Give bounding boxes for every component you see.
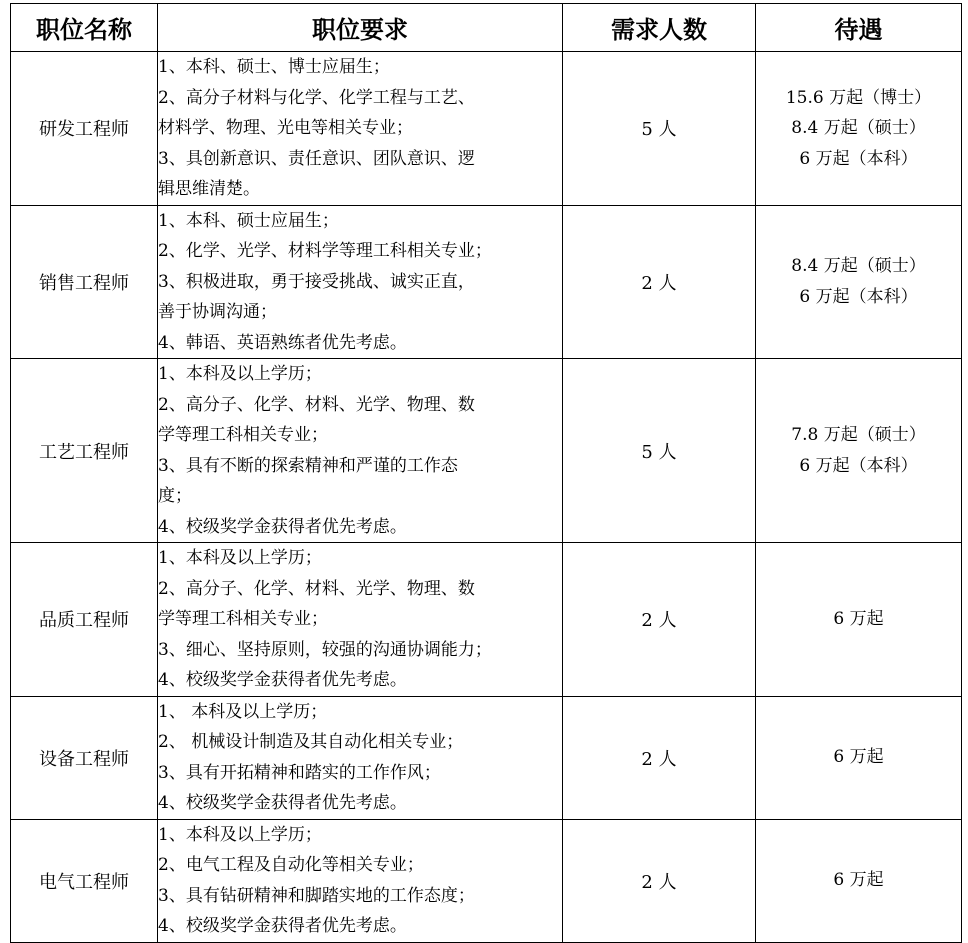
headcount: 2 人 <box>563 696 756 819</box>
requirement-line: 2、化学、光学、材料学等理工科相关专业； <box>158 241 492 261</box>
headcount: 5 人 <box>563 359 756 543</box>
requirement-line: 度； <box>158 486 192 506</box>
position-requirements <box>158 543 563 697</box>
compensation <box>756 696 962 819</box>
requirement-line: 3、积极进取，勇于接受挑战、诚实正直， <box>158 271 475 292</box>
requirement-line: 4、韩语、英语熟练者优先考虑。 <box>158 332 407 353</box>
requirement-line: 学等理工科相关专业； <box>158 609 328 629</box>
requirement-line: 1、本科及以上学历； <box>158 824 322 845</box>
compensation <box>756 359 962 543</box>
requirement-line: 善于协调沟通； <box>158 302 277 322</box>
requirement-line: 2、高分子、化学、材料、光学、物理、数 <box>158 578 475 599</box>
position-name: 销售工程师 <box>11 205 158 359</box>
table-row <box>11 205 962 359</box>
headcount: 5 人 <box>563 52 756 206</box>
table-row <box>11 52 962 206</box>
requirement-line: 3、具有钻研精神和脚踏实地的工作态度； <box>158 885 475 906</box>
requirement-line: 2、高分子、化学、材料、光学、物理、数 <box>158 394 475 415</box>
compensation-line: 8.4 万起（硕士） <box>791 118 926 138</box>
header-compensation: 待遇 <box>756 4 962 52</box>
requirement-line: 辑思维清楚。 <box>158 179 260 199</box>
position-name: 工艺工程师 <box>11 359 158 543</box>
table-row <box>11 359 962 543</box>
requirement-line: 2、高分子材料与化学、化学工程与工艺、 <box>158 87 475 108</box>
position-name: 电气工程师 <box>11 819 158 942</box>
requirement-line: 1、本科、硕士应届生； <box>158 210 339 231</box>
compensation-line: 8.4 万起（硕士） <box>791 256 926 277</box>
position-name: 品质工程师 <box>11 543 158 697</box>
compensation-line: 6 万起（本科） <box>799 148 918 169</box>
position-requirements <box>158 205 563 359</box>
requirement-line: 3、具创新意识、责任意识、团队意识、逻 <box>158 148 475 169</box>
header-headcount: 需求人数 <box>563 4 756 52</box>
position-name: 研发工程师 <box>11 52 158 206</box>
headcount: 2 人 <box>563 543 756 697</box>
requirement-line: 材料学、物理、光电等相关专业； <box>158 118 413 138</box>
headcount: 2 人 <box>563 205 756 359</box>
requirement-line: 2、 机械设计制造及其自动化相关专业； <box>158 732 464 752</box>
compensation-line: 6 万起 <box>833 609 884 629</box>
table-row <box>11 696 962 819</box>
compensation-line: 6 万起 <box>833 747 884 768</box>
table-header-row <box>11 4 962 52</box>
requirement-line: 1、本科及以上学历； <box>158 548 322 568</box>
requirement-line: 学等理工科相关专业； <box>158 425 328 445</box>
requirement-line: 3、细心、坚持原则，较强的沟通协调能力； <box>158 639 492 660</box>
compensation-line: 7.8 万起（硕士） <box>791 425 926 445</box>
table-row <box>11 543 962 697</box>
compensation <box>756 819 962 942</box>
job-positions-table <box>10 3 962 943</box>
header-position-name: 职位名称 <box>11 4 158 52</box>
requirement-line: 4、校级奖学金获得者优先考虑。 <box>158 793 407 813</box>
position-requirements <box>158 52 563 206</box>
compensation-line: 6 万起（本科） <box>799 286 918 307</box>
position-requirements <box>158 359 563 543</box>
requirement-line: 3、具有开拓精神和踏实的工作作风； <box>158 762 441 783</box>
requirement-line: 1、本科、硕士、博士应届生； <box>158 57 390 77</box>
headcount: 2 人 <box>563 819 756 942</box>
requirement-line: 1、本科及以上学历； <box>158 364 322 384</box>
compensation-line: 6 万起 <box>833 870 884 891</box>
job-table-container <box>10 3 962 943</box>
position-requirements <box>158 696 563 819</box>
compensation-line: 15.6 万起（博士） <box>785 87 932 108</box>
requirement-line: 4、校级奖学金获得者优先考虑。 <box>158 516 407 537</box>
requirement-line: 1、 本科及以上学历； <box>158 701 328 722</box>
compensation-line: 6 万起（本科） <box>799 455 918 476</box>
requirement-line: 4、校级奖学金获得者优先考虑。 <box>158 670 407 690</box>
compensation <box>756 205 962 359</box>
position-name: 设备工程师 <box>11 696 158 819</box>
requirement-line: 2、电气工程及自动化等相关专业； <box>158 855 424 875</box>
table-row <box>11 819 962 942</box>
requirement-line: 3、具有不断的探索精神和严谨的工作态 <box>158 455 458 476</box>
header-position-requirements: 职位要求 <box>158 4 563 52</box>
position-requirements <box>158 819 563 942</box>
requirement-line: 4、校级奖学金获得者优先考虑。 <box>158 916 407 936</box>
compensation <box>756 52 962 206</box>
compensation <box>756 543 962 697</box>
